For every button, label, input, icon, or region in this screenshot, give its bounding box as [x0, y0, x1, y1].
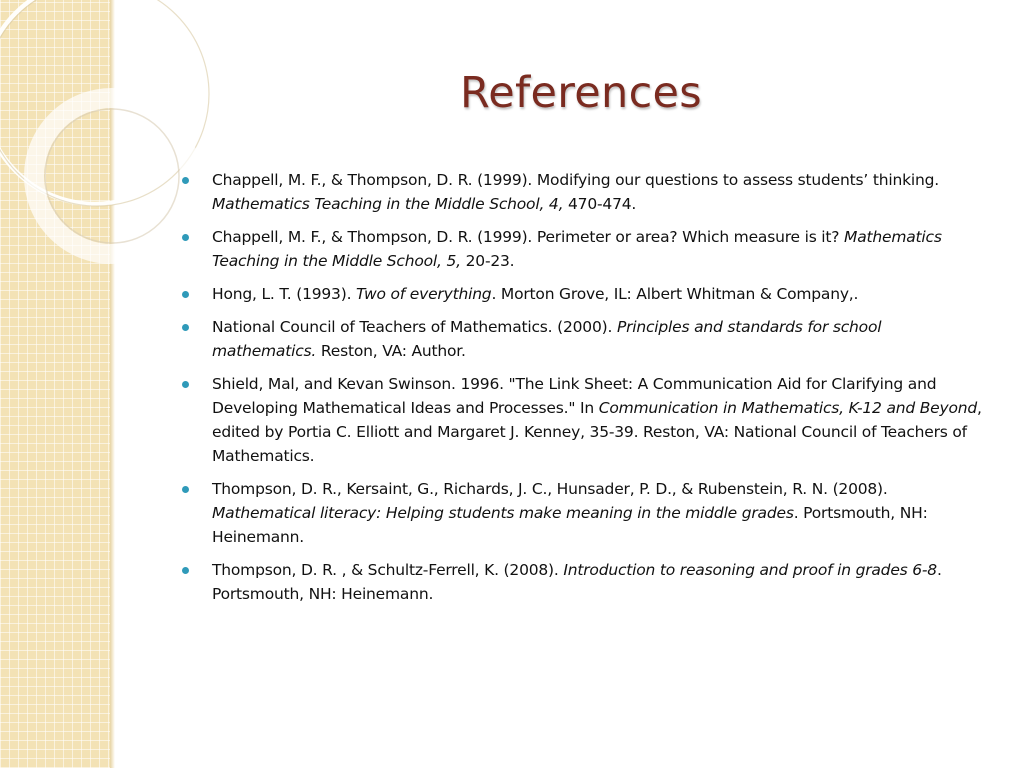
- reference-italic-text: Communication in Mathematics, K-12 and Beyond: [598, 399, 978, 417]
- reference-text: Chappell, M. F., & Thompson, D. R. (1999). Modifying our questions to assess students’ thinking.: [212, 171, 939, 189]
- reference-italic-text: Introduction to reasoning and proof in grades 6-8: [563, 561, 937, 579]
- bullet-icon: [182, 486, 189, 493]
- slide-title: References: [460, 68, 702, 118]
- reference-italic-text: Principles and standards for school mathematics.: [212, 318, 882, 360]
- bullet-icon: [182, 381, 189, 388]
- reference-italic-text: Two of everything: [356, 285, 492, 303]
- bullet-icon: [182, 324, 189, 331]
- bullet-icon: [182, 567, 189, 574]
- reference-text: . Morton Grove, IL: Albert Whitman & Company,.: [491, 285, 859, 303]
- reference-item: [178, 225, 990, 273]
- reference-item: [178, 282, 990, 306]
- reference-text: 470-474.: [563, 195, 637, 213]
- reference-item: [178, 558, 990, 606]
- reference-italic-text: Mathematical literacy: Helping students make meaning in the middle grades: [212, 504, 794, 522]
- reference-item: [178, 315, 990, 363]
- reference-text: Reston, VA: Author.: [316, 342, 466, 360]
- reference-text: . Portsmouth, NH: Heinemann.: [212, 561, 942, 603]
- reference-item: [178, 477, 990, 549]
- reference-italic-text: Mathematics Teaching in the Middle School, 5,: [212, 228, 942, 270]
- decorative-ring-small-inner: [45, 109, 179, 243]
- reference-text: Thompson, D. R. , & Schultz-Ferrell, K. (2008).: [212, 561, 564, 579]
- bullet-icon: [182, 291, 189, 298]
- reference-text: Hong, L. T. (1993).: [212, 285, 357, 303]
- reference-text: Shield, Mal, and Kevan Swinson. 1996. "The Link Sheet: A Communication Aid for Clarifying and Developing Mathematical Ideas and Processes." In: [212, 375, 937, 417]
- bullet-icon: [182, 177, 189, 184]
- reference-item: [178, 168, 990, 216]
- reference-italic-text: Mathematics Teaching in the Middle School, 4,: [212, 195, 564, 213]
- reference-text: National Council of Teachers of Mathematics. (2000).: [212, 318, 617, 336]
- bullet-icon: [182, 234, 189, 241]
- reference-text: Chappell, M. F., & Thompson, D. R. (1999). Perimeter or area? Which measure is it?: [212, 228, 845, 246]
- reference-text: Thompson, D. R., Kersaint, G., Richards, J. C., Hunsader, P. D., & Rubenstein, R. N. (2008).: [212, 480, 888, 498]
- reference-item: [178, 372, 990, 468]
- reference-text: 20-23.: [460, 252, 515, 270]
- reference-text: . Portsmouth, NH: Heinemann.: [212, 504, 928, 546]
- reference-list: [178, 168, 990, 615]
- reference-text: , edited by Portia C. Elliott and Margaret J. Kenney, 35-39. Reston, VA: National Council of Teachers of Mathematics.: [212, 399, 982, 465]
